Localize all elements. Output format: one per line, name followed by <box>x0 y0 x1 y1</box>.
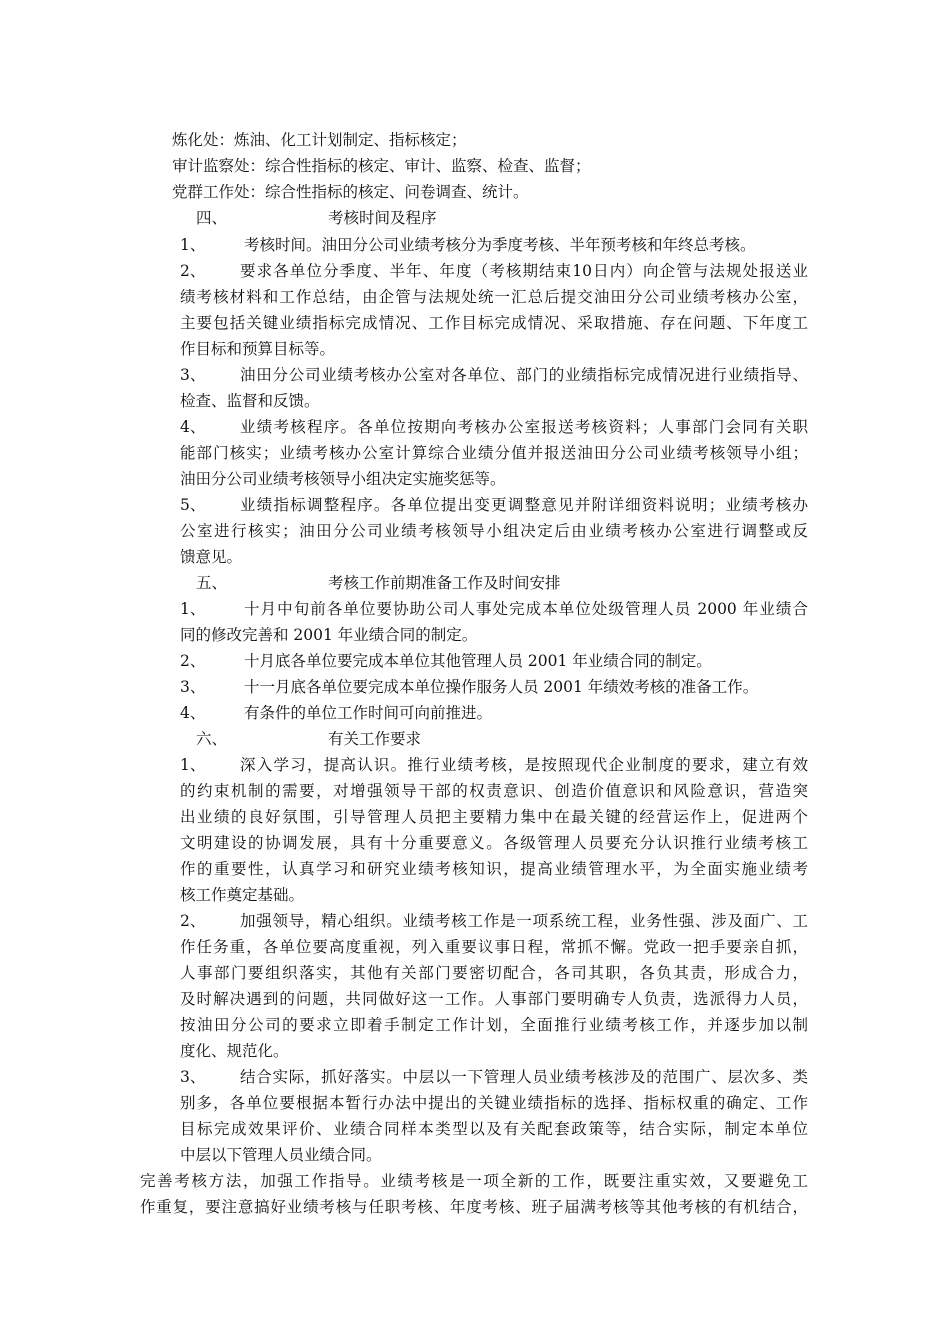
item-number: 2、 <box>180 912 206 930</box>
item-number: 3、 <box>180 678 206 696</box>
paragraph-line: 十一月底各单位要完成本单位操作服务人员 2001 年绩效考核的准备工作。 <box>244 678 759 696</box>
paragraph-line: 作重复，要注意搞好业绩考核与任职考核、年度考核、班子届满考核等其他考核的有机结合， <box>140 1198 808 1216</box>
paragraph-line: 及时解决遇到的问题，共同做好这一工作。人事部门要明确专人负责，选派得力人员， <box>180 990 808 1008</box>
paragraph-line: 别多，各单位要根据本暂行办法中提出的关键业绩指标的选择、指标权重的确定、工作 <box>180 1094 808 1112</box>
item-number: 1、 <box>180 756 206 774</box>
paragraph-line: 十月底各单位要完成本单位其他管理人员 2001 年业绩合同的制定。 <box>244 652 712 670</box>
item-number: 3、 <box>180 1068 206 1086</box>
paragraph-line: 度化、规范化。 <box>180 1042 289 1060</box>
paragraph-line: 按油田分公司的要求立即着手制定工作计划，全面推行业绩考核工作，并逐步加以制 <box>180 1016 808 1034</box>
paragraph-line: 结合实际，抓好落实。中层以一下管理人员业绩考核涉及的范围广、层次多、类 <box>240 1068 808 1086</box>
paragraph-line: 业绩考核程序。各单位按期向考核办公室报送考核资料；人事部门会同有关职 <box>240 418 808 436</box>
paragraph-line: 有条件的单位工作时间可向前推进。 <box>244 704 493 722</box>
paragraph-line: 油田分公司业绩考核领导小组决定实施奖惩等。 <box>180 470 506 488</box>
paragraph-line: 检查、监督和反馈。 <box>180 392 320 410</box>
paragraph-line: 油田分公司业绩考核办公室对各单位、部门的业绩指标完成情况进行业绩指导、 <box>240 366 808 384</box>
paragraph-line: 主要包括关键业绩指标完成情况、工作目标完成情况、采取措施、存在问题、下年度工 <box>180 314 808 332</box>
section-number: 五、 <box>196 574 228 592</box>
paragraph-line: 公室进行核实；油田分公司业绩考核领导小组决定后由业绩考核办公室进行调整或反 <box>180 522 808 540</box>
paragraph-line: 文明建设的协调发展，具有十分重要意义。各级管理人员要充分认识推行业绩考核工 <box>180 834 808 852</box>
paragraph-line: 要求各单位分季度、半年、年度（考核期结束10日内）向企管与法规处报送业 <box>240 262 808 280</box>
section-title: 考核时间及程序 <box>328 209 437 227</box>
item-number: 2、 <box>180 652 206 670</box>
text-line: 炼化处：炼油、化工计划制定、指标核定； <box>172 131 467 149</box>
item-number: 2、 <box>180 262 206 280</box>
paragraph-line: 加强领导，精心组织。业绩考核工作是一项系统工程，业务性强、涉及面广、工 <box>240 912 808 930</box>
paragraph-line: 十月中旬前各单位要协助公司人事处完成本单位处级管理人员 2000 年业绩合 <box>244 600 808 618</box>
paragraph-line: 人事部门要组织落实，其他有关部门要密切配合，各司其职，各负其责，形成合力， <box>180 964 808 982</box>
paragraph-line: 同的修改完善和 2001 年业绩合同的制定。 <box>180 626 478 644</box>
section-title: 考核工作前期准备工作及时间安排 <box>328 574 561 592</box>
section-number: 四、 <box>196 209 228 227</box>
paragraph-line: 作任务重，各单位要高度重视，列入重要议事日程，常抓不懈。党政一把手要亲自抓， <box>180 938 808 956</box>
item-number: 4、 <box>180 704 206 722</box>
paragraph-line: 馈意见。 <box>180 548 243 566</box>
paragraph-line: 能部门核实；业绩考核办公室计算综合业绩分值并报送油田分公司业绩考核领导小组； <box>180 444 808 462</box>
paragraph-line: 绩考核材料和工作总结，由企管与法规处统一汇总后提交油田分公司业绩考核办公室， <box>180 288 808 306</box>
text-line: 党群工作处：综合性指标的核定、问卷调查、统计。 <box>172 183 529 201</box>
paragraph-line: 作的重要性，认真学习和研究业绩考核知识，提高业绩管理水平，为全面实施业绩考 <box>180 860 808 878</box>
paragraph-line: 出业绩的良好氛围，引导管理人员把主要精力集中在最关键的经营运作上，促进两个 <box>180 808 808 826</box>
paragraph-line: 业绩指标调整程序。各单位提出变更调整意见并附详细资料说明；业绩考核办 <box>240 496 808 514</box>
section-title: 有关工作要求 <box>328 730 422 748</box>
paragraph-line: 的约束机制的需要，对增强领导干部的权责意识、创造价值意识和风险意识，营造突 <box>180 782 808 800</box>
item-number: 5、 <box>180 496 206 514</box>
item-number: 1、 <box>180 600 206 618</box>
paragraph-line: 目标完成效果评价、业绩合同样本类型以及有关配套政策等，结合实际，制定本单位 <box>180 1120 808 1138</box>
paragraph-line: 完善考核方法，加强工作指导。业绩考核是一项全新的工作，既要注重实效，又要避免工 <box>140 1172 808 1190</box>
paragraph-line: 作目标和预算目标等。 <box>180 340 336 358</box>
section-number: 六、 <box>196 730 228 748</box>
paragraph-line: 核工作奠定基础。 <box>180 886 305 904</box>
paragraph-line: 考核时间。油田分公司业绩考核分为季度考核、半年预考核和年终总考核。 <box>244 236 756 254</box>
paragraph-line: 深入学习，提高认识。推行业绩考核，是按照现代企业制度的要求，建立有效 <box>240 756 808 774</box>
item-number: 3、 <box>180 366 206 384</box>
text-line: 审计监察处：综合性指标的核定、审计、监察、检查、监督； <box>172 157 591 175</box>
paragraph-line: 中层以下管理人员业绩合同。 <box>180 1146 382 1164</box>
item-number: 4、 <box>180 418 206 436</box>
item-number: 1、 <box>180 236 206 254</box>
